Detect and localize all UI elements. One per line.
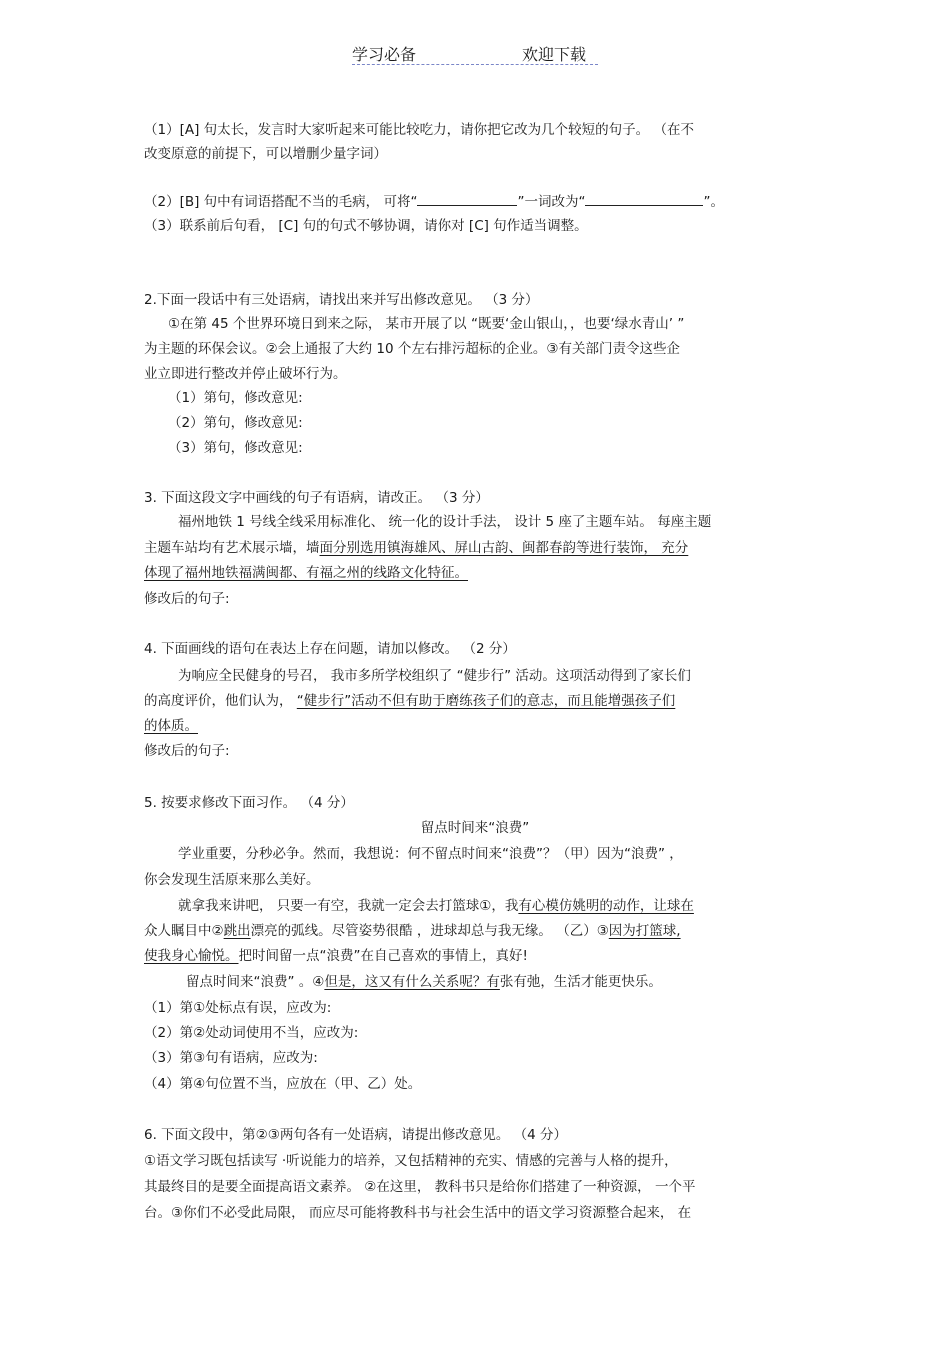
- q1-part1: （1）[A] 句太长，发言时大家听起来可能比较吃力，请你把它改为几个较短的句子。 （在不: [144, 122, 694, 138]
- blank-field: [417, 193, 517, 206]
- q6-text: 其最终目的是要全面提高语文素养。 ②在这里， 教科书只是给你们搭建了一种资源， 一个平: [144, 1179, 696, 1195]
- essay-text: 你会发现生活原来那么美好。: [144, 872, 320, 888]
- q2-text: 业立即进行整改并停止破坏行为。: [144, 366, 347, 382]
- essay-text: 使我身心愉悦。把时间留一点“浪费”在自己喜欢的事情上，真好!: [144, 948, 528, 964]
- underlined-sentence: 的体质。: [144, 718, 198, 734]
- q1-part1-cont: 改变原意的前提下，可以增删少量字词）: [144, 146, 387, 162]
- q1-part3: （3）联系前后句看， [C] 句的句式不够协调，请你对 [C] 句作适当调整。: [144, 218, 588, 234]
- q2-answer-1: （1）第句，修改意见:: [168, 390, 303, 406]
- q4-text: 的高度评价，他们认为， “健步行”活动不但有助于磨练孩子们的意志，而且能增强孩子们: [144, 693, 676, 709]
- q3-title: 3. 下面这段文字中画线的句子有语病，请改正。 （3 分）: [144, 490, 489, 506]
- q1-part2: （2）[B] 句中有词语搭配不当的毛病， 可将“ ”一词改为“ ”。: [144, 194, 724, 210]
- essay-text: 众人瞩目中②跳出漂亮的弧线。尽管姿势很酷 ，进球却总与我无缘。 （乙）③因为打篮球,: [144, 923, 681, 939]
- underlined-sentence: 面分别选用镇海雄风、屏山古韵、闽都春韵等进行装饰， 充分: [319, 540, 689, 556]
- q2-text: ①在第 45 个世界环境日到来之际， 某市开展了以 “既要‘金山银山，，也要‘绿水青山’ ”: [168, 316, 685, 332]
- q4-text: 为响应全民健身的号召， 我市多所学校组织了 “健步行” 活动。这项活动得到了家长们: [178, 668, 691, 684]
- essay-text: 留点时间来“浪费” 。④但是，这又有什么关系呢？有张有弛，生活才能更快乐。: [186, 974, 662, 990]
- q4-answer: 修改后的句子:: [144, 743, 230, 759]
- q6-title: 6. 下面文段中，第②③两句各有一处语病，请提出修改意见。 （4 分）: [144, 1127, 568, 1143]
- essay-text: 学业重要，分秒必争。然而，我想说：何不留点时间来“浪费”？（甲）因为“浪费” ，: [178, 846, 683, 862]
- q4-title: 4. 下面画线的语句在表达上存在问题，请加以修改。 （2 分）: [144, 641, 516, 657]
- q6-text: ①语文学习既包括读写 ·听说能力的培养，又包括精神的充实、情感的完善与人格的提升，: [144, 1153, 678, 1169]
- underlined-sentence: 体现了福州地铁福满闽都、有福之州的线路文化特征。: [144, 565, 468, 581]
- q2-title: 2.下面一段话中有三处语病，请找出来并写出修改意见。 （3 分）: [144, 292, 539, 308]
- essay-title: 留点时间来“浪费”: [420, 820, 530, 836]
- q5-answer-2: （2）第②处动词使用不当，应改为:: [144, 1025, 359, 1041]
- q3-answer: 修改后的句子:: [144, 591, 230, 607]
- q5-answer-4: （4）第④句位置不当，应放在（甲、乙）处。: [144, 1076, 422, 1092]
- q2-text: 为主题的环保会议。②会上通报了大约 10 个左右排污超标的企业。③有关部门责令这些企: [144, 341, 680, 357]
- q2-answer-2: （2）第句，修改意见:: [168, 415, 303, 431]
- q2-answer-3: （3）第句，修改意见:: [168, 440, 303, 456]
- q5-answer-1: （1）第①处标点有误，应改为:: [144, 1000, 332, 1016]
- q6-text: 台。③你们不必受此局限， 而应尽可能将教科书与社会生活中的语文学习资源整合起来， 在: [144, 1205, 692, 1221]
- blank-field: [585, 193, 703, 206]
- header-right: 欢迎下载: [522, 45, 587, 64]
- q5-title: 5. 按要求修改下面习作。 （4 分）: [144, 795, 354, 811]
- q3-text: 福州地铁 1 号线全线采用标准化、 统一化的设计手法， 设计 5 座了主题车站。 每座主题: [178, 514, 712, 530]
- q3-text: 主题车站均有艺术展示墙，墙面分别选用镇海雄风、屏山古韵、闽都春韵等进行装饰， 充分: [144, 540, 689, 556]
- q5-answer-3: （3）第③句有语病，应改为:: [144, 1050, 318, 1066]
- essay-text: 就拿我来讲吧， 只要一有空，我就一定会去打篮球①，我有心模仿姚明的动作，让球在: [178, 898, 694, 914]
- header-left: 学习必备: [352, 45, 417, 64]
- page-header: [352, 42, 598, 65]
- underlined-sentence: “健步行”活动不但有助于磨练孩子们的意志，而且能增强孩子们: [296, 693, 676, 709]
